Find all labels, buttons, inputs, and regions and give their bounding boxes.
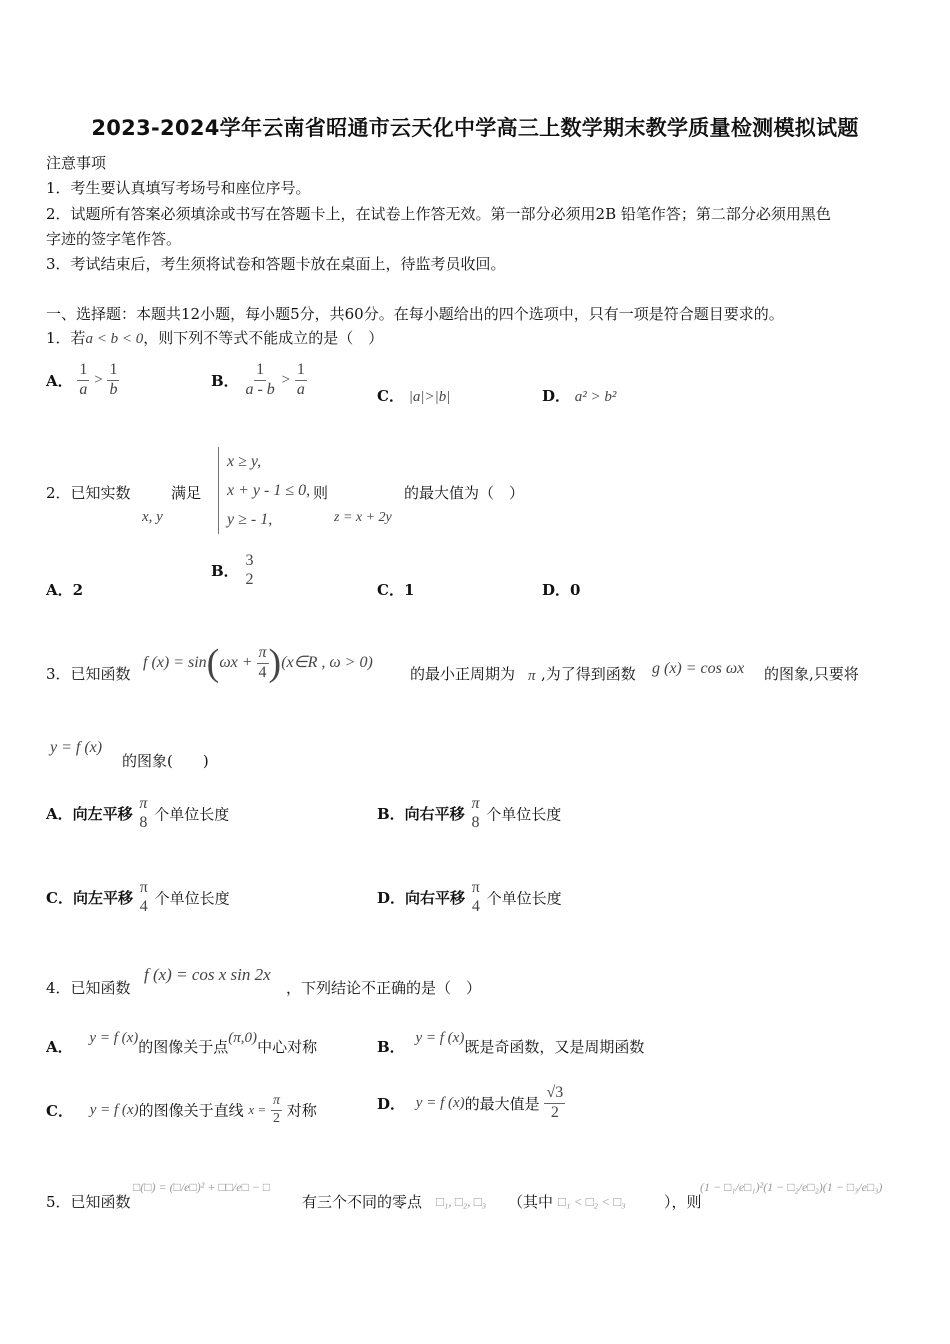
q3-label: 3．已知函数 xyxy=(46,665,131,683)
q3-option-c: C．向左平移 π 4 个单位长度 xyxy=(46,879,230,915)
option-label: B． xyxy=(211,371,239,390)
q2-option-d: D．0 xyxy=(542,581,581,599)
gt-sign: > xyxy=(281,371,291,388)
q3-option-a: A．向左平移 π 8 个单位长度 xyxy=(46,795,230,831)
option-expression: |a|>|b| xyxy=(408,389,451,405)
q5-expression: (1 − □₁/e□₁)²(1 − □₂/e□₂)(1 − □₃/e□₃) xyxy=(700,1180,883,1194)
q1-condition: a < b < 0 xyxy=(85,331,144,347)
q1-option-c xyxy=(377,385,450,406)
question-1-stem xyxy=(46,327,383,348)
q5-stem-text: 有三个不同的零点 xyxy=(302,1193,423,1211)
q3-option-d: D．向右平移 π 4 个单位长度 xyxy=(377,879,562,915)
gt-sign: > xyxy=(94,371,103,388)
notice-item: 1．考生要认真填写考场号和座位序号。 xyxy=(46,179,311,197)
q5-stem-text: （其中 xyxy=(508,1193,554,1211)
q1-option-b xyxy=(211,362,307,399)
q3-line2-text: 的图象( ) xyxy=(122,752,209,770)
q2-stem-text: 的最大值为（ ） xyxy=(404,484,525,502)
option-label: A． xyxy=(46,371,73,390)
q3-g-function: g (x) = cos ωx xyxy=(652,660,745,677)
fraction-1-over-a: $\frac{1}{a}$ xyxy=(79,361,88,398)
constraint: x ≥ y, xyxy=(227,453,262,470)
section-heading: 一、选择题：本题共12小题，每小题5分，共60分。在每小题给出的四个选项中，只有一项是符合题目要求的。 xyxy=(46,305,784,323)
q3-period: π xyxy=(528,668,536,684)
q4-option-c: C． y = f (x)的图像关于直线 x = $\frac{\pi}{2}$ 对称 xyxy=(46,1093,317,1126)
q2-option-c: C．1 xyxy=(377,581,415,599)
notice-item: 3．考试结束后，考生须将试卷和答题卡放在桌面上，待监考员收回。 xyxy=(46,255,506,273)
q5-function: □(□) = (□/e□)² + □□/e□ − □ xyxy=(133,1180,271,1194)
notice-item: 字迹的签字笔作答。 xyxy=(46,230,182,248)
q1-stem-text: ，则下列不等式不能成立的是（ ） xyxy=(143,329,384,347)
q4-option-b: B． y = f (x)既是奇函数，又是周期函数 xyxy=(377,1030,645,1056)
q2-vars: x, y xyxy=(142,509,163,525)
q2-label: 2．已知实数 xyxy=(46,484,131,502)
page-title: 2023-2024学年云南省昭通市云天化中学高三上数学期末教学质量检测模拟试题 xyxy=(91,116,859,140)
q4-function: f (x) = cos x sin 2x xyxy=(144,965,271,984)
option-label: D． xyxy=(542,387,571,405)
q5-label: 5．已知函数 xyxy=(46,1193,131,1211)
option-label: C． xyxy=(377,387,404,405)
fraction-1-over-a: $\frac{1}{a}$ xyxy=(296,361,305,398)
constraint-system xyxy=(218,447,310,534)
q4-option-d: D． y = f (x)的最大值是 $\frac{√3}{2}$ xyxy=(377,1084,564,1121)
constraint: y ≥ - 1, xyxy=(227,511,273,528)
q1-option-a xyxy=(46,362,119,399)
q4-stem-text: ，下列结论不正确的是（ ） xyxy=(286,979,482,997)
q3-stem-text: 的图象,只要将 xyxy=(764,665,859,683)
q3-function: f (x) = sin(ωx + $\frac{\pi}{4}$ )(x∈R , ω > 0) xyxy=(143,642,373,684)
fraction-1-over-a-minus-b: $\frac{1}{a - b}$ xyxy=(245,361,275,398)
constraint: x + y - 1 ≤ 0, xyxy=(227,482,311,499)
q4-label: 4．已知函数 xyxy=(46,979,131,997)
option-expression: a² > b² xyxy=(574,389,617,405)
q3-line2-expr: y = f (x) xyxy=(50,739,103,756)
option-label: B． xyxy=(211,562,239,581)
q5-stem-text: ），则 xyxy=(664,1193,702,1211)
fraction-3-over-2: 3 2 xyxy=(245,552,254,588)
q5-order: □₁ < □₂ < □₃ xyxy=(558,1194,626,1209)
fraction-1-over-b: $\frac{1}{b}$ xyxy=(109,361,118,398)
q2-stem-text: 满足 xyxy=(171,484,202,502)
q2-option-b xyxy=(211,553,255,589)
q1-option-d xyxy=(542,385,616,406)
q3-stem-text: ,为了得到函数 xyxy=(541,665,636,683)
q2-option-a: A．2 xyxy=(46,581,84,599)
notice-heading: 注意事项 xyxy=(46,154,107,172)
q2-objective: z = x + 2y xyxy=(334,510,392,525)
q1-label: 1．若 xyxy=(46,329,86,347)
notice-item: 2．试题所有答案必须填涂或书写在答题卡上，在试卷上作答无效。第一部分必须用2B 铅笔作答；第二部分必须用黑色 xyxy=(46,205,831,223)
q2-stem-text: 则 xyxy=(313,484,329,502)
q5-zeros: □₁, □₂, □₃ xyxy=(436,1194,487,1209)
q3-option-b: B．向右平移 π 8 个单位长度 xyxy=(377,795,562,831)
q3-stem-text: 的最小正周期为 xyxy=(410,665,516,683)
q4-option-a: A． y = f (x)的图像关于点(π,0)中心对称 xyxy=(46,1030,318,1056)
